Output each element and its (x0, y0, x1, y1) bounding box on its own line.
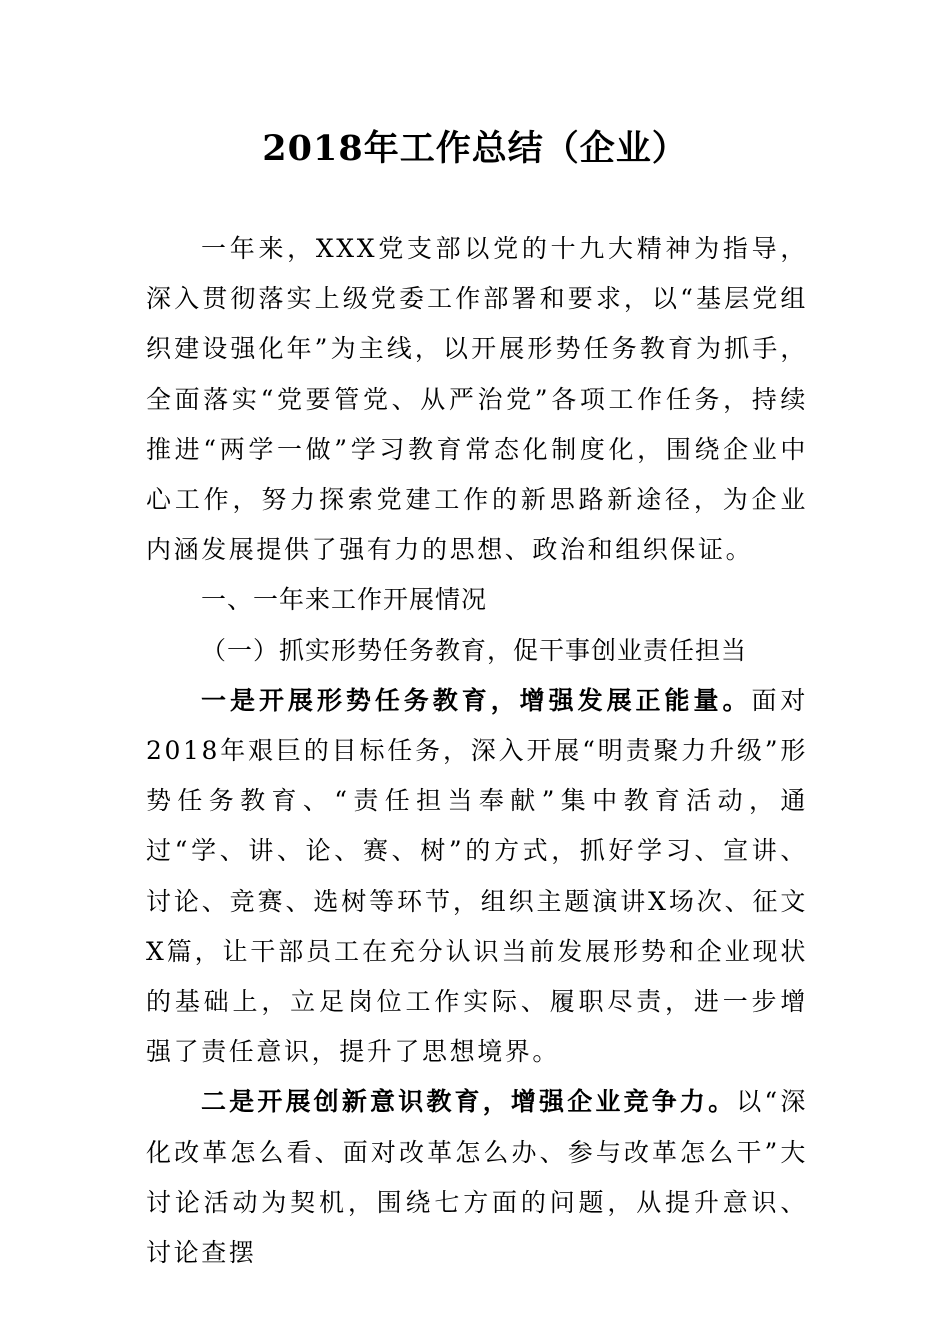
document-title: 2018年工作总结（企业） (262, 128, 688, 169)
subsection-heading (146, 626, 808, 676)
section-heading (146, 575, 808, 625)
intro-paragraph-text: 一年来，XXX党支部以党的十九大精神为指导，深入贯彻落实上级党委工作部署和要求，以“基层党组织建设强化年”为主线，以开展形势任务教育为抓手，全面落实“党要管党、从严治党”各项工作任务，持续推进“两学一做”学习教育常态化制度化，围绕企业中心工作，努力探索党建工作的新思路新途径，为企业内涵发展提供了强有力的思想、政治和组织保证。 (146, 234, 808, 565)
subsection-heading-text: （一）抓实形势任务教育，促干事创业责任担当 (201, 635, 748, 665)
paragraph-lead-sentence: 二是开展创新意识教育，增强企业竞争力。 (201, 1087, 737, 1117)
paragraph-lead-sentence: 一是开展形势任务教育，增强发展正能量。 (201, 685, 752, 715)
section-heading-text: 一、一年来工作开展情况 (201, 585, 488, 615)
paragraph-text: 以“深化改革怎么看、面对改革怎么办、参与改革怎么干”大讨论活动为契机，围绕七方面的问题，从提升意识、讨论查摆 (146, 1087, 808, 1268)
body-paragraph-2 (146, 1077, 808, 1278)
intro-paragraph (146, 224, 808, 575)
paragraph-text: 面对2018年艰巨的目标任务，深入开展“明责聚力升级”形势任务教育、“责任担当奉献”集中教育活动，通过“学、讲、论、赛、树”的方式，抓好学习、宣讲、讨论、竞赛、选树等环节，组织主题演讲X场次、征文X篇，让干部员工在充分认识当前发展形势和企业现状的基础上，立足岗位工作实际、履职尽责，进一步增强了责任意识，提升了思想境界。 (146, 685, 809, 1067)
document-body (146, 224, 808, 1278)
body-paragraph-1 (146, 676, 808, 1078)
